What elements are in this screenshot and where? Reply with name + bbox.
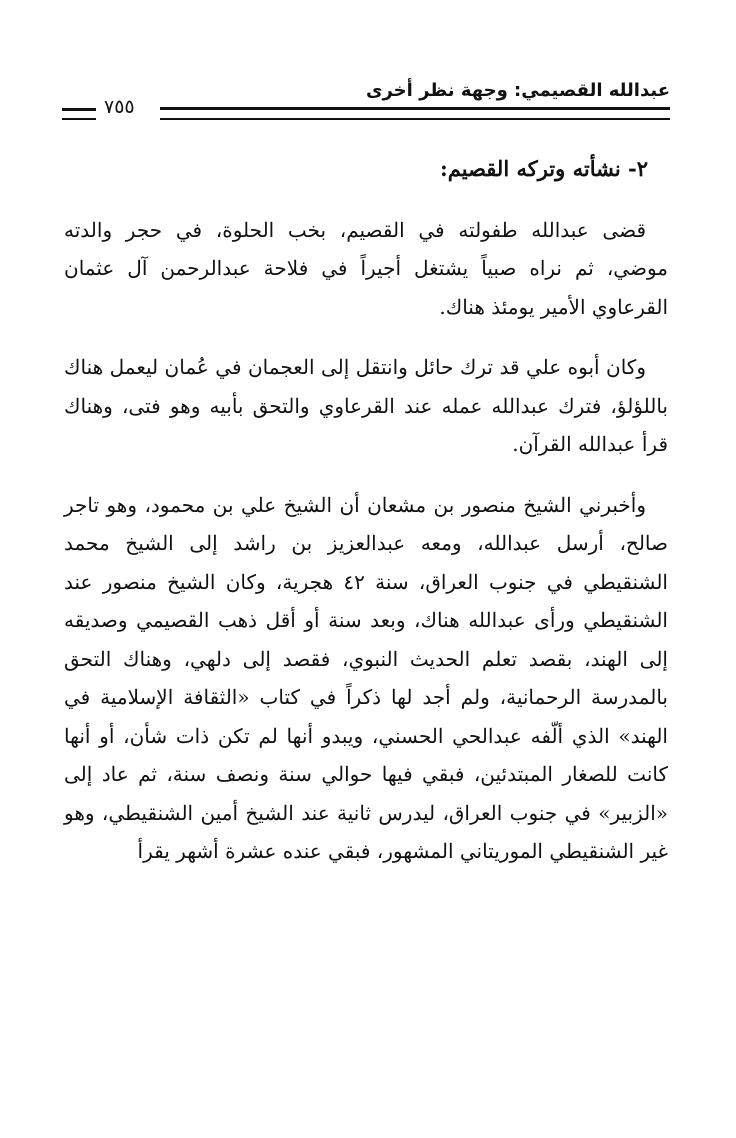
header-rule	[160, 107, 670, 120]
page-number: ٧٥٥	[104, 96, 135, 118]
paragraph-1: قضى عبدالله طفولته في القصيم، بخب الحلوة، في حجر والدته موضي، ثم نراه صبياً يشتغل أجيراً في فلاحة عبدالرحمن آل عثمان القرعاوي الأمير يومئذ هناك.	[64, 217, 668, 319]
paragraph-3: وأخبرني الشيخ منصور بن مشعان أن الشيخ علي بن محمود، وهو تاجر صالح، أرسل عبدالله، ومعه عبدالعزيز بن راشد إلى الشيخ محمد الشنقيطي في جنوب العراق، سنة ٤٢ هجرية، وكان الشيخ منصور عند الشنقيطي ورأى عبدالله هناك، وبعد سنة أو أقل ذهب القصيمي وصديقه إلى الهند، بقصد تعلم الحديث النبوي، فقصد إلى دلهي، وهناك التحق بالمدرسة الرحمانية، ولم أجد لها ذكراً في كتاب «الثقافة الإسلامية في الهند» الذي ألّفه عبدالحي الحسني، ويبدو أنها لم تكن ذات شأن، أو أنها كانت للصغار المبتدئين، فبقي فيها حوالي سنة ونصف سنة، ثم عاد إلى «الزبير» في جنوب العراق، ليدرس ثانية عند الشيخ أمين الشنقيطي، وهو غير الشنقيطي الموريتاني المشهور، فبقي عنده عشرة أشهر يقرأ	[64, 492, 668, 863]
section-heading: ٢- نشأته وتركه القصيم:	[440, 156, 648, 181]
header-rule-left	[62, 108, 96, 120]
paragraph-2: وكان أبوه علي قد ترك حائل وانتقل إلى العجمان في عُمان ليعمل هناك باللؤلؤ، فترك عبدالله عمله عند القرعاوي والتحق بأبيه وهو فتى، وهناك قرأ عبدالله القرآن.	[64, 355, 668, 456]
page-body	[64, 150, 668, 871]
running-header	[60, 80, 670, 125]
running-header-title: عبدالله القصيمي: وجهة نظر أخرى	[365, 80, 670, 101]
